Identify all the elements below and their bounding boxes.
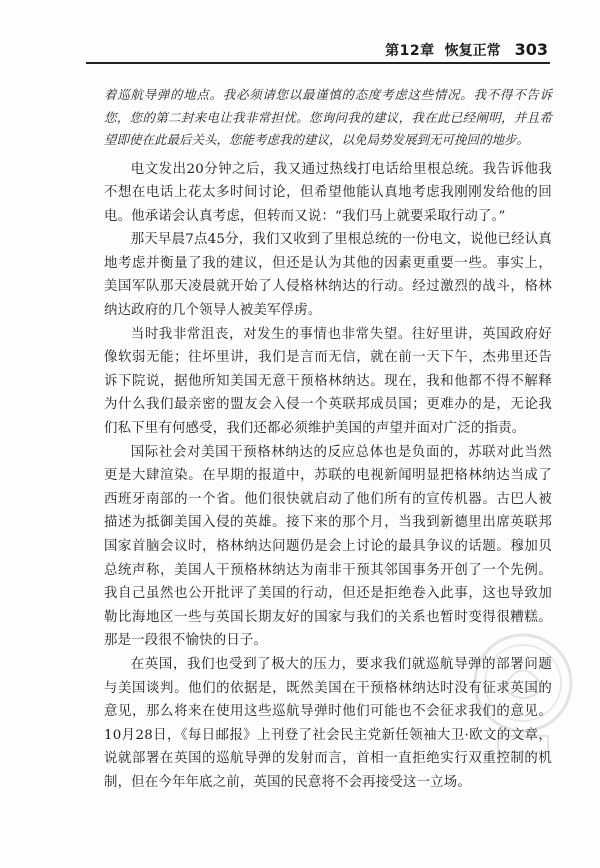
chapter-title: 恢复正常: [444, 43, 501, 59]
running-header: [385, 40, 548, 60]
paragraph: 那天早晨7点45分，我们又收到了里根总统的一份电文，说他已经认真地考虑并衡量了我的建议，但还是认为其他的因素更重要一些。事实上，美国军队那天凌晨就开始了人侵格林纳达的行动。经过激烈的战斗，格林纳达政府的几个领导人被美军俘虏。: [104, 232, 552, 319]
chapter-label: 第12章: [385, 43, 435, 59]
header-rule: [86, 62, 550, 64]
page-number: 303: [514, 40, 548, 59]
paragraph: 在英国，我们也受到了极大的压力，要求我们就巡航导弹的部署问题与美国谈判。他们的依据是，既然美国在干预格林纳达时没有征求英国的意见，那么将来在使用这些巡航导弹时他们可能也不会征求我们的意见。10月28日，《每日邮报》上刊登了社会民主党新任领袖大卫·欧文的文章，说就部署在英国的巡航导弹的发射而言，首相一直拒绝实行双重控制的机制，但在今年年底之前，英国的民意将不会再接受这一立场。: [104, 656, 552, 790]
paragraph: 当时我非常沮丧，对发生的事情也非常失望。往好里讲，英国政府好像软弱无能；往坏里讲，我们是言而无信，就在前一天下午，杰弗里还告诉下院说，据他所知美国无意干预格林纳达。现在，我和他都不得不解释为什么我们最亲密的盟友会入侵一个英联邦成员国；更难办的是，无论我们私下里有何感受，我们还都必须维护美国的声望并面对广泛的指责。: [104, 326, 552, 437]
watermark-seal-icon: [468, 628, 578, 758]
quoted-letter: 着巡航导弹的地点。我必须请您以最谨慎的态度考虑这些情况。我不得不告诉您，您的第二封来电让我非常担忧。您询问我的建议，我在此已经阐明，并且希望即使在此最后关头，您能考虑我的建议，以免局势发展到无可挽回的地步。: [104, 87, 552, 147]
paragraph: 电文发出20分钟之后，我又通过热线打电话给里根总统。我告诉他我不想在电话上花太多时间讨论，但希望他能认真地考虑我刚刚发给他的回电。他承诺会认真考虑，但转而又说：“我们马上就要采取行动了。”: [104, 161, 552, 224]
paragraph: 国际社会对美国干预格林纳达的反应总体也是负面的，苏联对此当然更是大肆渲染。在早期的报道中，苏联的电视新闻明显把格林纳达当成了西班牙南部的一个省。他们很快就启动了他们所有的宣传机器。古巴人被描述为抵御美国入侵的英雄。接下来的那个月，当我到新德里出席英联邦国家首脑会议时，格林纳达问题仍是会上讨论的最具争议的话题。穆加贝总统声称，美国人干预格林纳达为南非干预其邻国事务开创了一个先例。我自己虽然也公开批评了美国的行动，但还是拒绝卷入此事，这也导致加勒比海地区一些与英国长期友好的国家与我们的关系也暂时变得很糟糕。那是一段很不愉快的日子。: [104, 444, 552, 649]
